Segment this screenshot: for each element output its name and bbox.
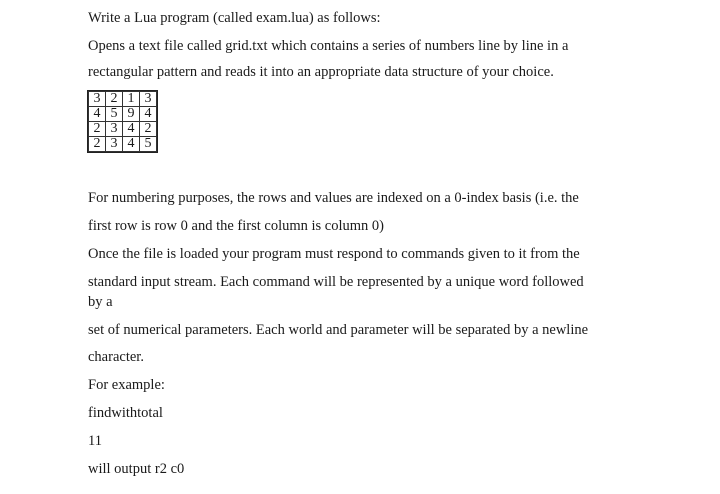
example-output: will output r2 c0: [88, 461, 185, 477]
grid-row: [89, 107, 157, 122]
grid-cell: 4: [123, 137, 140, 152]
example-command: findwithtotal: [88, 405, 163, 421]
grid-cell: 9: [123, 107, 140, 122]
grid-cell: 3: [89, 92, 106, 107]
intro-text: Write a Lua program (called exam.lua) as follows:: [88, 10, 381, 26]
example-param: 11: [88, 433, 102, 449]
example-label: For example:: [88, 377, 165, 393]
grid-cell: 2: [89, 122, 106, 137]
grid-cell: 4: [140, 107, 157, 122]
paragraph-4-line-1: set of numerical parameters. Each world and parameter will be separated by a newline: [88, 322, 589, 338]
grid-cell: 4: [89, 107, 106, 122]
paragraph-3-line-3: by a: [88, 294, 113, 310]
grid-cell: 2: [89, 137, 106, 152]
paragraph-1-line-2: rectangular pattern and reads it into an appropriate data structure of your choice.: [88, 64, 554, 80]
grid-cell: 2: [140, 122, 157, 137]
paragraph-1-line-1: Opens a text file called grid.txt which contains a series of numbers line by line in a: [88, 38, 569, 54]
grid-cell: 5: [106, 107, 123, 122]
paragraph-2-line-1: For numbering purposes, the rows and values are indexed on a 0-index basis (i.e. the: [88, 190, 579, 206]
paragraph-4-line-2: character.: [88, 349, 144, 365]
grid-row: [89, 92, 157, 107]
grid-cell: 5: [140, 137, 157, 152]
grid-cell: 2: [106, 92, 123, 107]
grid-cell: 3: [106, 122, 123, 137]
grid-cell: 4: [123, 122, 140, 137]
paragraph-3-line-2: standard input stream. Each command will be represented by a unique word followed: [88, 274, 584, 290]
grid-row: [89, 122, 157, 137]
grid-cell: 1: [123, 92, 140, 107]
grid-table: [88, 91, 157, 152]
paragraph-2-line-2: first row is row 0 and the first column is column 0): [88, 218, 384, 234]
grid-row: [89, 137, 157, 152]
paragraph-3-line-1: Once the file is loaded your program must respond to commands given to it from the: [88, 246, 580, 262]
grid-cell: 3: [106, 137, 123, 152]
grid-cell: 3: [140, 92, 157, 107]
